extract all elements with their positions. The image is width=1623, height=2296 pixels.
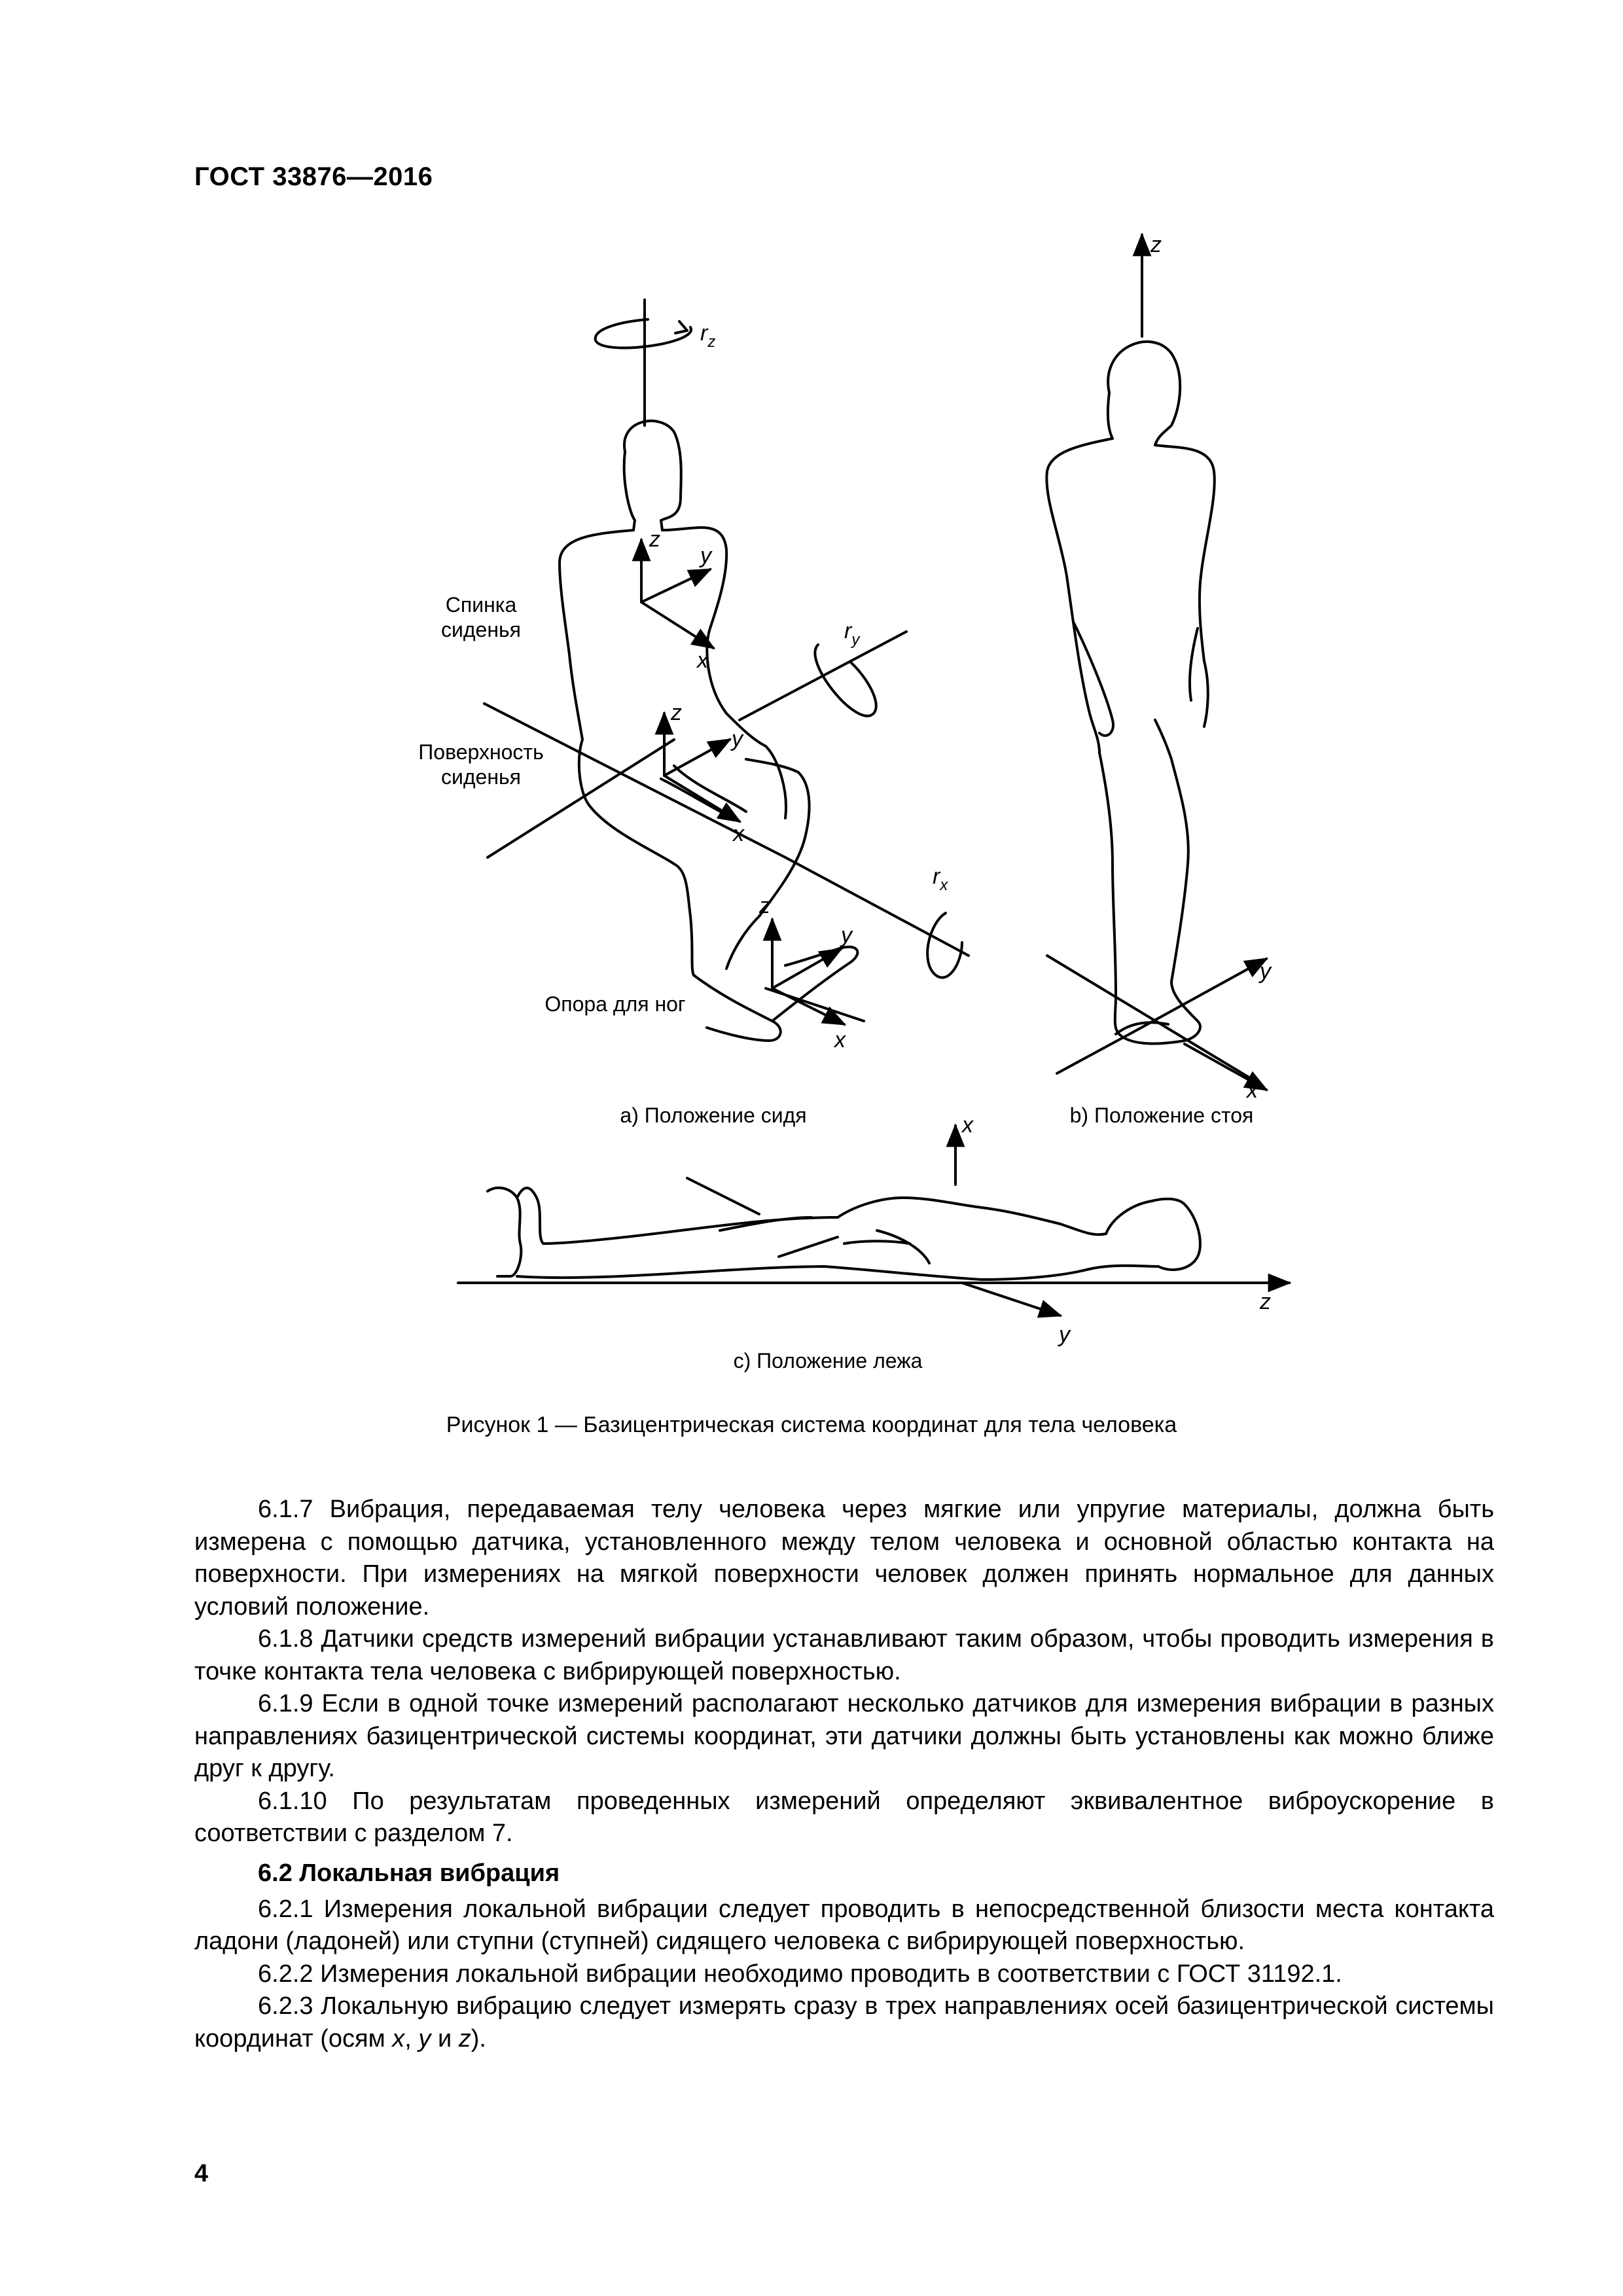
- body-text: [194, 1494, 1494, 2055]
- axis-label-z: z: [1150, 232, 1162, 257]
- paragraph-6-2-1: 6.2.1 Измерения локальной вибрации следует проводить в непосредственной близости места контакта ладони (ладоней) или ступни (ступней) сидящего человека с вибрирующей поверхностью.: [194, 1895, 1494, 1955]
- axis-label-x: x: [1247, 1078, 1258, 1103]
- lying-figure: [458, 1126, 1289, 1316]
- axis-label-y: y: [1260, 959, 1271, 984]
- axis-label-z: z: [1260, 1289, 1271, 1314]
- seated-figure: [484, 300, 969, 1041]
- paragraph-6-1-10: 6.1.10 По результатам проведенных измерений определяют эквивалентное виброускорение в соответствии с разделом 7.: [194, 1787, 1494, 1847]
- paragraph-6-2-3: 6.2.3 Локальную вибрацию следует измерять сразу в трех направлениях осей базицентрической системы координат (осям x, y и z).: [194, 1992, 1494, 2053]
- axis-label-x: x: [962, 1113, 973, 1138]
- panel-b-title: b) Положение стоя: [1069, 1103, 1254, 1127]
- panel-c-title: c) Положение лежа: [733, 1349, 923, 1372]
- label-seat-back-1: Спинка: [445, 593, 517, 617]
- axis-label-rx: $r_x$: [933, 864, 948, 894]
- axis-label-y: y: [841, 923, 852, 948]
- standing-figure: [1046, 235, 1266, 1090]
- section-heading-6-2: 6.2 Локальная вибрация: [258, 1859, 560, 1887]
- axis-label-z: z: [649, 527, 660, 552]
- axis-label-x: x: [697, 648, 708, 673]
- paragraph-6-1-9: 6.1.9 Если в одной точке измерений располагают несколько датчиков для измерения вибрации в разных направлениях базицентрической системы координат, эти датчики должны быть установлены как можно ближе друг к другу.: [194, 1690, 1494, 1782]
- axis-label-y: y: [732, 726, 743, 751]
- axis-label-ry: $r_y$: [844, 619, 860, 649]
- axis-label-z: z: [671, 700, 682, 725]
- paragraph-6-2-2: 6.2.2 Измерения локальной вибрации необходимо проводить в соответствии с ГОСТ 31192.1.: [258, 1960, 1342, 1988]
- label-seat-back-2: сиденья: [440, 618, 522, 641]
- seated-axes: [641, 540, 844, 1024]
- panel-a-title: a) Положение сидя: [620, 1103, 807, 1127]
- axis-label-z: z: [759, 893, 770, 918]
- label-seat-surface-1: Поверхность: [418, 740, 544, 764]
- label-seat-surface-2: сиденья: [440, 765, 522, 789]
- axis-label-x: x: [733, 821, 744, 846]
- figure-caption: Рисунок 1 — Базицентрическая система координат для тела человека: [446, 1412, 1177, 1437]
- axis-label-y: y: [1059, 1322, 1070, 1347]
- axis-label-rz: $r_z$: [700, 321, 716, 351]
- axis-label-y: y: [700, 543, 711, 568]
- paragraph-6-1-7: 6.1.7 Вибрация, передаваемая телу человека через мягкие или упругие материалы, должна быть измерена с помощью датчика, установленного между телом человека и основной областью контакта на поверхности. При измерениях на мягкой поверхности человек должен принять нормальное для данных условий положение.: [194, 1496, 1494, 1621]
- document-header: ГОСТ 33876—2016: [194, 162, 433, 191]
- label-foot-support: Опора для ног: [544, 992, 686, 1016]
- paragraph-6-1-8: 6.1.8 Датчики средств измерений вибрации устанавливают таким образом, чтобы проводить измерения в точке контакта тела человека с вибрирующей поверхностью.: [194, 1625, 1494, 1685]
- page-number: 4: [194, 2160, 209, 2187]
- axis-label-x: x: [834, 1028, 846, 1052]
